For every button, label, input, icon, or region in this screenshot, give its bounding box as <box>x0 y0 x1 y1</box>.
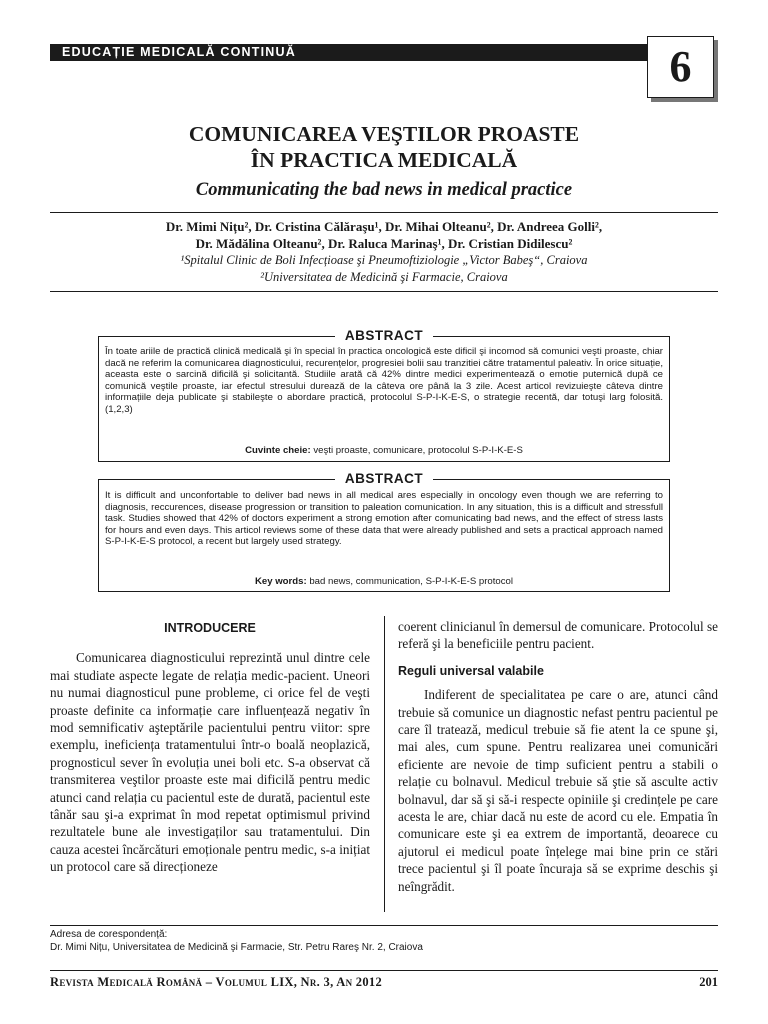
frame-line <box>99 479 335 480</box>
authors-line1: Dr. Mimi Nițu², Dr. Cristina Călăraşu¹, Dr. Mihai Olteanu², Dr. Andreea Golli², <box>165 219 603 234</box>
column-divider <box>384 616 385 912</box>
correspondence-label: Adresa de corespondență: <box>50 929 168 940</box>
keywords-text: bad news, communication, S-P-I-K-E-S protocol <box>309 576 514 587</box>
abstract-text: It is difficult and unconfortable to deliver bad news in all medical ares especially in oncology even though we are referring to diagnosis, reccurences, disease progression or transition to paleation comunication. In any situation, this is a difficult and stressfull task. Studies showed that 42% of doctors experiment a strong emotion after comunicating bad news, and the effect of stress lasts for hours and even days. This articol reviews some of these data that were already published and sets a practical approach named S-P-I-K-E-S protocol, a recent but largely used strategy. <box>105 490 663 548</box>
keywords <box>99 576 669 587</box>
article-title-line2: ÎN PRACTICA MEDICALĂ <box>250 148 518 172</box>
frame-line <box>433 336 669 337</box>
divider <box>50 212 718 213</box>
abstract-heading: ABSTRACT <box>335 328 433 343</box>
abstract-heading: ABSTRACT <box>335 471 433 486</box>
article-subtitle: Communicating the bad news in medical practice <box>195 180 573 200</box>
authors-line2: Dr. Mădălina Olteanu², Dr. Raluca Marinaş¹, Dr. Cristian Didilescu² <box>195 236 573 251</box>
abstract-text: În toate ariile de practică clinică medicală şi în special în practica oncologică este dificil şi incomod să comunici veşti proaste, chiar dacă ne referim la comunicarea diagnosticului, recurențelor, progresiei bolii sau tranzitiei către tratamentul paleativ. În orice situație, aceasta este o sarcină dificilă şi solicitantă. Studiile arată că 42% dintre medici experimentează o emotie puternică după ce comunică veştile proaste, iar efectul stresului durează de la câteva ore până la 3 zile. Acest articol revizuieşte câteva dintre informațiile deja publicate şi stabileşte o abordare practică, protocolul S-P-I-K-E-S, o strategie recentă, dar totuşi larg folosită. (1,2,3) <box>105 346 663 415</box>
frame-line <box>99 336 335 337</box>
abstract-romanian <box>98 328 670 462</box>
footer-divider <box>50 970 718 971</box>
body-right-column <box>398 618 718 895</box>
article-title-line1: COMUNICAREA VEŞTILOR PROASTE <box>188 122 580 146</box>
intro-heading: INTRODUCERE <box>164 621 256 635</box>
divider <box>50 291 718 292</box>
chapter-number: 6 <box>669 42 692 91</box>
correspondence-address: Dr. Mimi Nițu, Universitatea de Medicină şi Farmacie, Str. Petru Rareş Nr. 2, Craiova <box>50 941 423 953</box>
affiliation-1: ¹Spitalul Clinic de Boli Infecțioase şi Pneumoftiziologie „Victor Babeş“, Craiova <box>180 253 588 267</box>
section-banner <box>50 44 647 61</box>
chapter-number-box <box>647 36 714 98</box>
abstract-english <box>98 471 670 592</box>
section-label: EDUCAȚIE MEDICALĂ CONTINUĂ <box>62 45 296 59</box>
correspondence-note <box>50 929 423 954</box>
journal-citation: Revista Medicală Română – Volumul LIX, Nr. 3, An 2012 <box>50 975 382 989</box>
page-number: 201 <box>699 975 718 989</box>
frame-line <box>433 479 669 480</box>
body-left-column <box>50 620 370 876</box>
affiliation-2: ²Universitatea de Medicină şi Farmacie, Craiova <box>260 270 508 284</box>
intro-paragraph: Comunicarea diagnosticului reprezintă unul dintre cele mai studiate aspecte legate de relația medic-pacient. Uneori nu numai diagnosticul pune probleme, ci orice fel de veşti proaste definite ca informație care influențează negativ în mod semnificativ aşteptările pacientului pentru viitor: spre exemplu, ineficiența tratamentului într-o boală neoplazică, prognosticul sever în evoluția unei boli etc. S-a observat că transmiterea veştilor proaste este mai dificilă pentru medic atunci cand relația cu pacientul este de durată, pacientul este tânăr sau şi-a exprimat în mod repetat optimismul privind rezultatele bune ale investigaților sau tratamentului. Din cauza acestei încărcături emoționale pentru medic, s-a inițiat un protocol care să direcționeze <box>50 650 370 875</box>
continued-paragraph: coerent clinicianul în demersul de comunicare. Protocolul se referă şi la beneficiile pentru pacient. <box>398 619 718 652</box>
footnote-divider <box>50 925 718 926</box>
keywords-label: Key words: <box>254 576 307 587</box>
rules-heading: Reguli universal valabile <box>398 663 544 678</box>
keywords-label: Cuvinte cheie: <box>245 445 311 456</box>
keywords <box>99 445 669 456</box>
keywords-text: veşti proaste, comunicare, protocolul S-P-I-K-E-S <box>313 445 523 456</box>
rules-paragraph: Indiferent de specialitatea pe care o are, atunci când trebuie să comunice un diagnostic nefast pentru pacientul pe care îl tratează, medicul trebuie să fie atent la ce spune şi, mai ales, cum spune. Pentru realizarea unei comunicări eficiente are nevoie de timp suficient pentru a stabili o relație cu bolnavul. Medicul trebuie să ştie să asculte activ bolnavul, dar să şi să-i respecte opiniile şi credințele pe care acesta le are, chiar dacă nu este de acord cu ele. Empatia în comunicare este şi ea extrem de importantă, deoarece cu ajutorul ei medicul poate înțelege mai bine prin ce stări trece pacientul şi îl poate încuraja să se exprime deschis şi neîngrădit. <box>398 687 718 894</box>
